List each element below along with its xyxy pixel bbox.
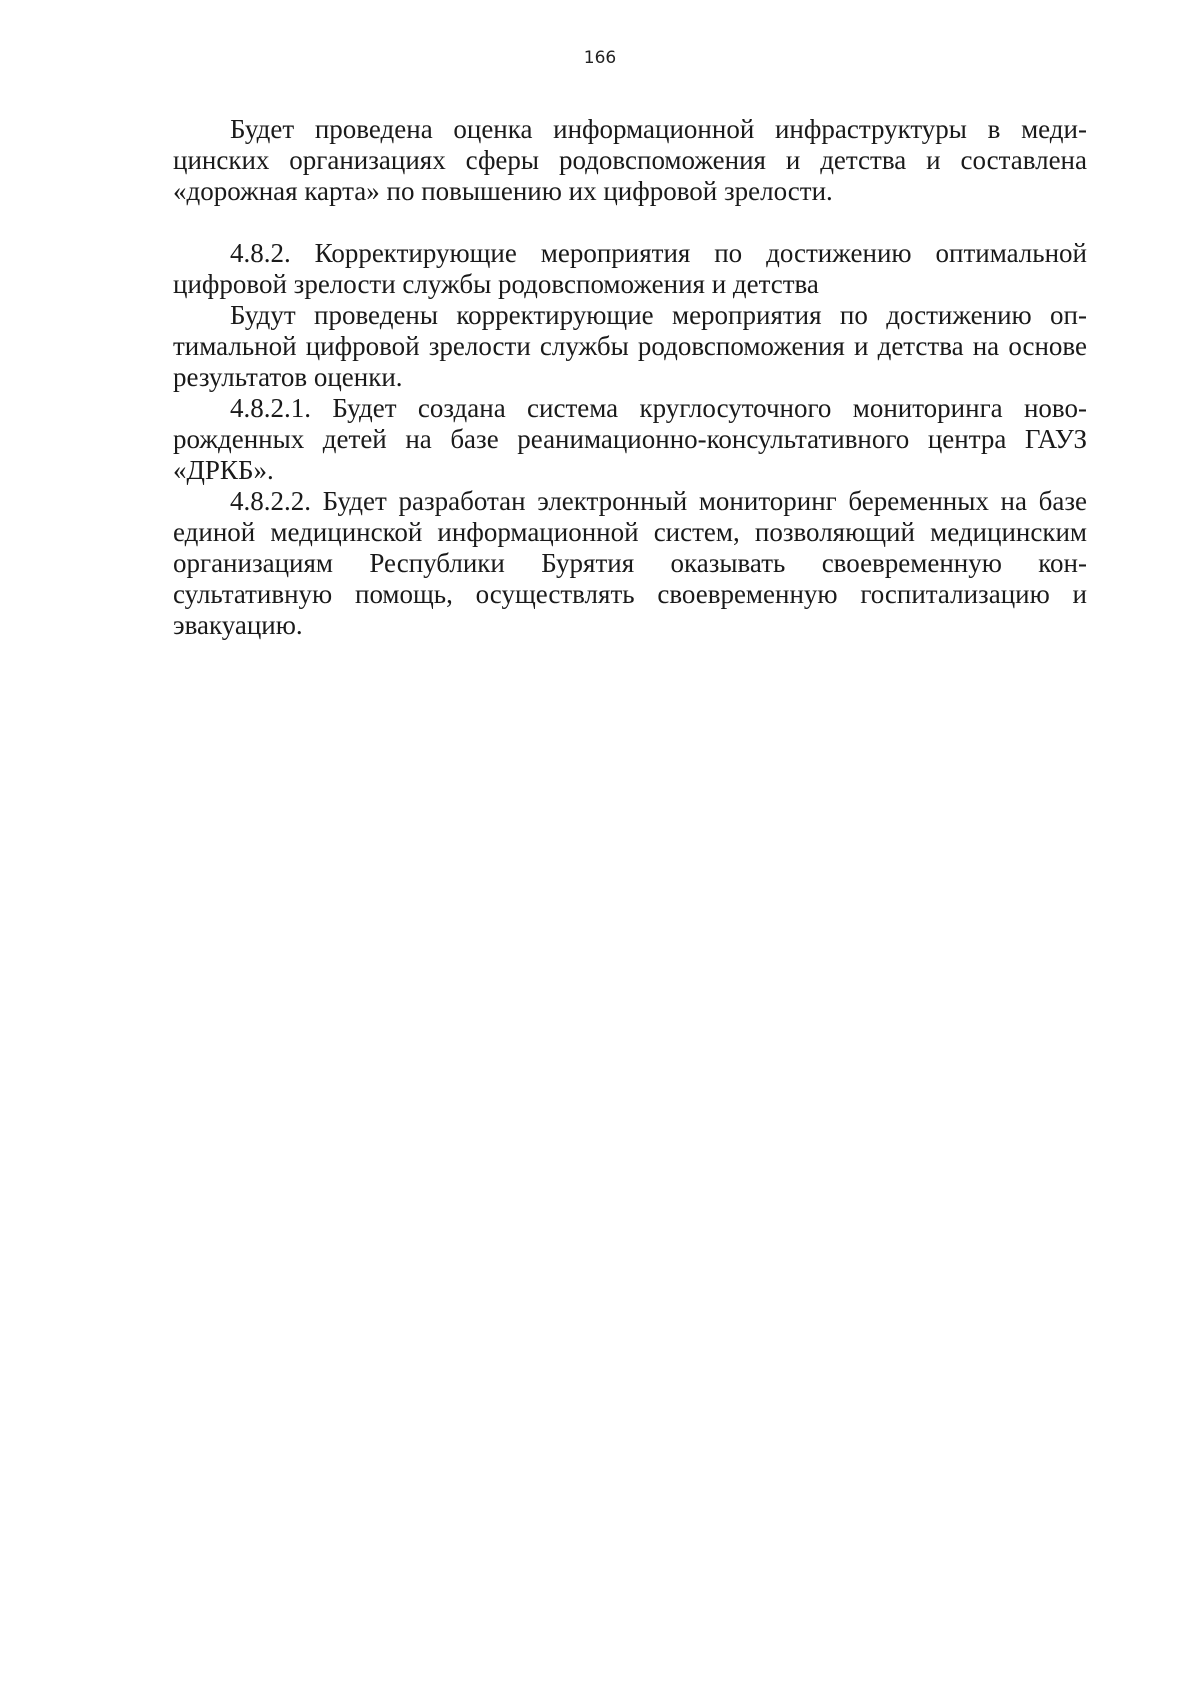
paragraph-4-8-2-1: 4.8.2.1. Будет создана система круглосуточного мониторинга новорожденных детей на базе реанимационно-консультативного центра ГАУЗ «ДРКБ». (173, 393, 1087, 485)
page-number: 166 (583, 48, 617, 68)
paragraph-4-8-2-2: 4.8.2.2. Будет разработан электронный мониторинг беременных на базе единой медицинской информационной систем, позволяющий медицинским организациям Республики Бурятия оказывать своевременную консультативную помощь, осуществлять своевременную госпитализацию и эвакуацию. (173, 486, 1087, 640)
section-heading-4-8-2: 4.8.2. Корректирующие мероприятия по достижению оптимальной цифровой зрелости службы родовспоможения и детства (173, 238, 1087, 299)
document-body (173, 114, 1087, 641)
paragraph-corrective-measures: Будут проведены корректирующие мероприятия по достижению оптимальной цифровой зрелости службы родовспоможения и детства на основе результатов оценки. (173, 300, 1087, 392)
paragraph-assessment: Будет проведена оценка информационной инфраструктуры в медицинских организациях сферы родовспоможения и детства и составлена «дорожная карта» по повышению их цифровой зрелости. (173, 114, 1087, 206)
